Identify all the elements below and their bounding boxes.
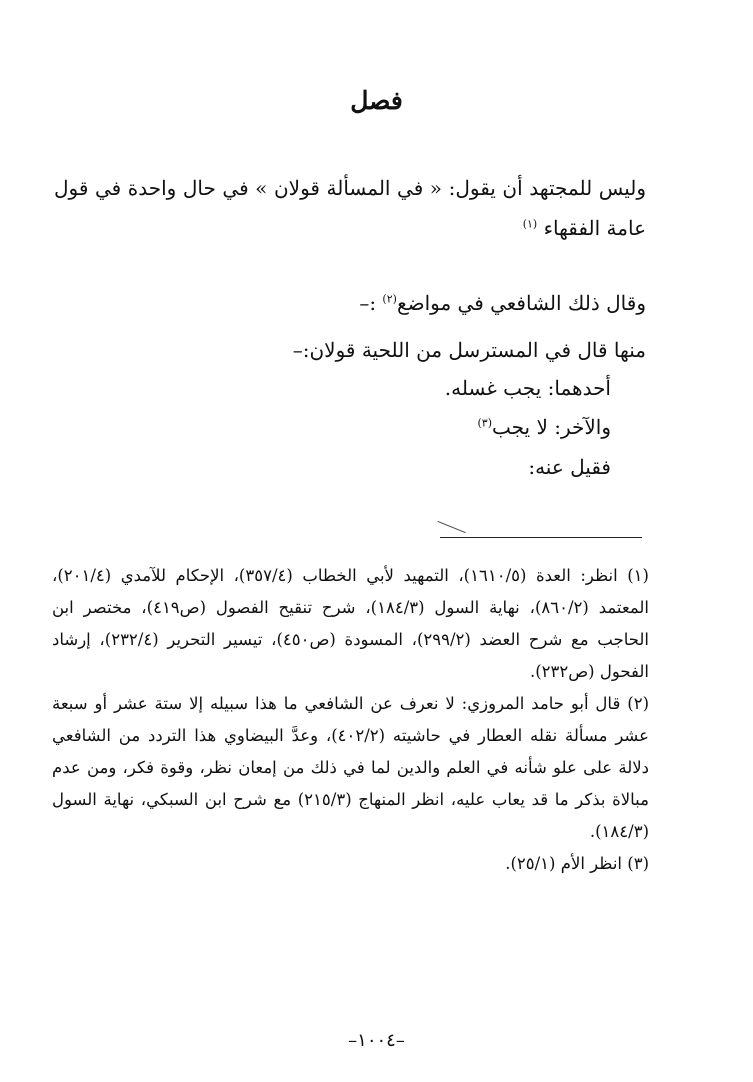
footnote-number: (١): [627, 566, 649, 585]
footnotes: [52, 560, 649, 880]
page-number: –١٠٠٤–: [348, 1030, 405, 1051]
text-line-shafii: [359, 288, 646, 318]
footnote-1: [52, 560, 649, 688]
text-line-shafii-tail: :–: [359, 291, 383, 315]
footnote-number: (٢): [627, 694, 649, 713]
footnote-3: [52, 848, 649, 880]
footnote-text: قال أبو حامد المروزي: لا نعرف عن الشافعي ما هذا سبيله إلا ستة عشر أو سبعة عشر مسألة نقله العطار في حاشيته (٤٠٢/٢)، وعدَّ البيضاوي هذا التردد من الشافعي دلالة على علو شأنه في العلم والدين لما في ذلك من إمعان نظر، وقوة فكر، ومن عدم مبالاة بذكر ما قد يعاب عليه، انظر المنهاج (٢١٥/٣) مع شرح ابن السبكي، نهاية السول (١٨٤/٣).: [52, 694, 649, 841]
text-line-second-opinion-text: والآخر: لا يجب: [492, 415, 611, 439]
footnote-2: [52, 688, 649, 848]
separator-tick: [438, 521, 466, 533]
footnote-separator: [440, 537, 642, 538]
text-line-shafii-text: وقال ذلك الشافعي في مواضع: [396, 291, 646, 315]
text-line-beard: منها قال في المسترسل من اللحية قولان:–: [292, 338, 646, 362]
text-line-first-opinion: أحدهما: يجب غسله.: [444, 376, 611, 400]
text-line-second-opinion: [477, 412, 611, 442]
footnote-ref-2: (٢): [382, 292, 397, 306]
footnote-ref-3: (٣): [477, 416, 492, 430]
footnote-ref-1: (١): [522, 217, 538, 231]
main-paragraph-text: وليس للمجتهد أن يقول: « في المسألة قولان » في حال واحدة في قول عامة الفقهاء: [54, 176, 646, 240]
footnote-number: (٣): [627, 854, 649, 873]
section-heading: فصل: [350, 86, 403, 115]
footnote-text: انظر: العدة (١٦١٠/٥)، التمهيد لأبي الخطاب (٣٥٧/٤)، الإحكام للآمدي (٢٠١/٤)، المعتمد (٨٦٠/٢)، نهاية السول (١٨٤/٣)، شرح تنقيح الفصول (ص٤١٩)، مختصر ابن الحاجب مع شرح العضد (٢٩٩/٢)، المسودة (ص٤٥٠)، تيسير التحرير (٢٣٢/٤)، إرشاد الفحول (ص٢٣٢).: [52, 566, 649, 681]
main-paragraph: [54, 168, 646, 248]
text-line-then-said: فقيل عنه:: [528, 455, 611, 479]
footnote-text: انظر الأم (٢٥/١).: [505, 854, 622, 873]
